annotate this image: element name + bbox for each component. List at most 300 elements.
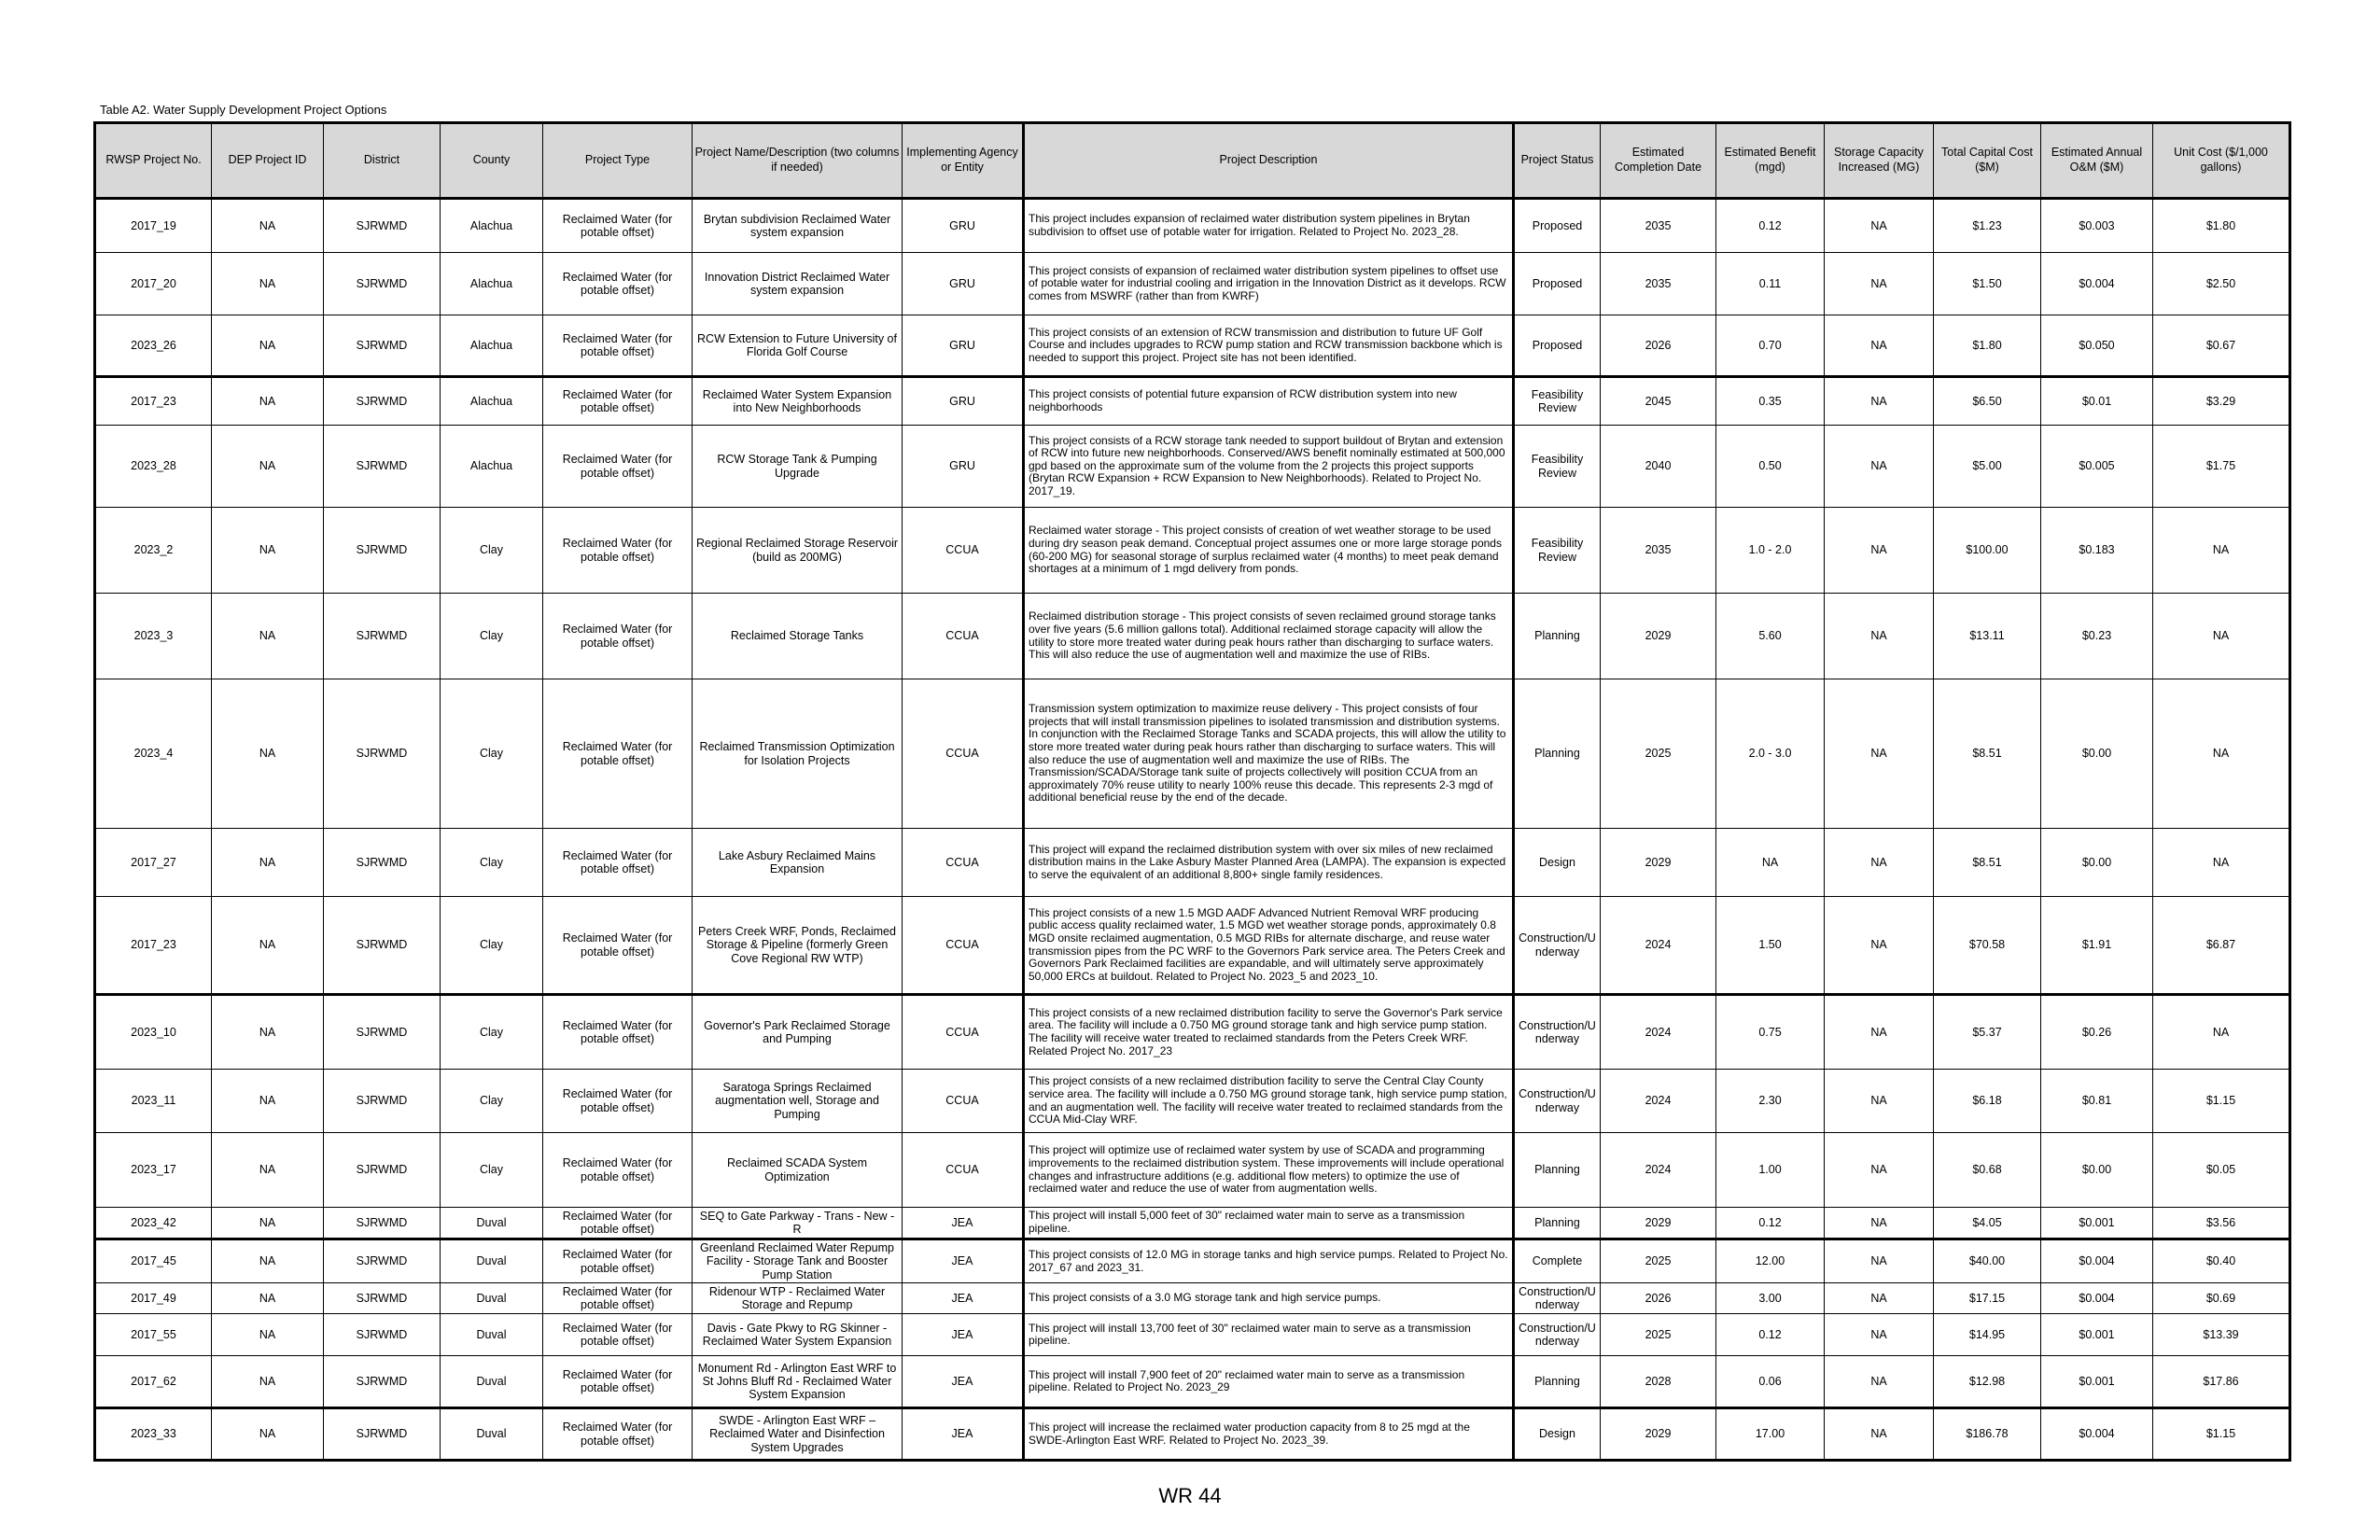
cell-rwsp-project-no: 2023_4 [95,679,212,829]
cell-project-type: Reclaimed Water (for potable offset) [543,679,693,829]
cell-county: Alachua [441,253,543,315]
column-header-district: District [324,123,441,199]
cell-rwsp-project-no: 2017_20 [95,253,212,315]
cell-project-description: This project consists of 12.0 MG in storage tanks and high service pumps. Related to Project No. 2017_67 and 2023_31. [1024,1239,1514,1283]
cell-project-status: Proposed [1514,315,1601,377]
cell-dep-project-id: NA [212,315,324,377]
cell-implementing-agency: CCUA [903,594,1024,679]
cell-project-name: Greenland Reclaimed Water Repump Facility - Storage Tank and Booster Pump Station [693,1239,903,1283]
cell-district: SJRWMD [324,1408,441,1461]
cell-implementing-agency: CCUA [903,897,1024,995]
cell-project-name: Regional Reclaimed Storage Reservoir (build as 200MG) [693,508,903,594]
cell-project-type: Reclaimed Water (for potable offset) [543,1314,693,1356]
cell-total-capital-cost: $100.00 [1934,508,2041,594]
cell-rwsp-project-no: 2023_10 [95,995,212,1070]
cell-implementing-agency: JEA [903,1408,1024,1461]
cell-dep-project-id: NA [212,426,324,508]
cell-total-capital-cost: $186.78 [1934,1408,2041,1461]
cell-county: Clay [441,897,543,995]
cell-implementing-agency: JEA [903,1356,1024,1408]
table-row [95,253,2290,315]
cell-estimated-completion-date: 2029 [1601,1408,1716,1461]
cell-estimated-annual-om: $0.00 [2041,679,2153,829]
cell-project-name: Reclaimed Storage Tanks [693,594,903,679]
cell-storage-capacity: NA [1825,594,1934,679]
cell-total-capital-cost: $4.05 [1934,1208,2041,1239]
cell-estimated-completion-date: 2024 [1601,1133,1716,1208]
table-row [95,679,2290,829]
cell-project-description: This project will expand the reclaimed distribution system with over six miles of new reclaimed distribution mains in the Lake Asbury Master Planned Area (LAMPA). The expansion is expected to serve the equivalent of an additional 8,800+ single family residences. [1024,829,1514,897]
table-row [95,1314,2290,1356]
cell-county: Clay [441,995,543,1070]
projects-table [93,121,2291,1462]
cell-estimated-annual-om: $0.004 [2041,1239,2153,1283]
cell-county: Clay [441,829,543,897]
cell-project-type: Reclaimed Water (for potable offset) [543,253,693,315]
cell-rwsp-project-no: 2017_23 [95,377,212,426]
table-row [95,829,2290,897]
cell-project-description: Reclaimed distribution storage - This project consists of seven reclaimed ground storage tanks over five years (5.6 million gallons total). Additional reclaimed storage capacity will allow the utility to store more treated water during peak hours rather than discharging to surface waters. This will also reduce the use of augmentation well and maximize the use of RIBs. [1024,594,1514,679]
cell-estimated-benefit: 0.11 [1716,253,1825,315]
cell-project-status: Feasibility Review [1514,426,1601,508]
cell-project-description: This project consists of potential future expansion of RCW distribution system into new neighborhoods [1024,377,1514,426]
cell-unit-cost: $0.05 [2153,1133,2290,1208]
cell-district: SJRWMD [324,679,441,829]
cell-district: SJRWMD [324,199,441,253]
cell-project-type: Reclaimed Water (for potable offset) [543,377,693,426]
cell-project-status: Construction/Underway [1514,1283,1601,1314]
cell-estimated-benefit: 0.50 [1716,426,1825,508]
cell-project-name: SWDE - Arlington East WRF – Reclaimed Water and Disinfection System Upgrades [693,1408,903,1461]
cell-project-type: Reclaimed Water (for potable offset) [543,1408,693,1461]
cell-project-name: RCW Storage Tank & Pumping Upgrade [693,426,903,508]
cell-project-description: This project consists of a 3.0 MG storage tank and high service pumps. [1024,1283,1514,1314]
cell-unit-cost: NA [2153,995,2290,1070]
cell-unit-cost: NA [2153,829,2290,897]
cell-storage-capacity: NA [1825,508,1934,594]
table-row [95,897,2290,995]
cell-district: SJRWMD [324,1070,441,1133]
cell-estimated-completion-date: 2024 [1601,995,1716,1070]
cell-district: SJRWMD [324,1283,441,1314]
cell-estimated-annual-om: $0.001 [2041,1356,2153,1408]
cell-dep-project-id: NA [212,829,324,897]
column-header-estimated-completion-date: Estimated Completion Date [1601,123,1716,199]
cell-project-status: Construction/Underway [1514,995,1601,1070]
cell-total-capital-cost: $12.98 [1934,1356,2041,1408]
table-row [95,1408,2290,1461]
cell-estimated-annual-om: $0.004 [2041,253,2153,315]
cell-estimated-annual-om: $0.183 [2041,508,2153,594]
cell-storage-capacity: NA [1825,1408,1934,1461]
cell-rwsp-project-no: 2023_17 [95,1133,212,1208]
cell-storage-capacity: NA [1825,1314,1934,1356]
table-body [95,199,2290,1461]
cell-district: SJRWMD [324,1356,441,1408]
cell-dep-project-id: NA [212,1239,324,1283]
cell-county: Alachua [441,377,543,426]
cell-total-capital-cost: $8.51 [1934,829,2041,897]
cell-county: Clay [441,508,543,594]
cell-estimated-benefit: 17.00 [1716,1408,1825,1461]
cell-project-description: This project will install 5,000 feet of 30" reclaimed water main to serve as a transmission pipeline. [1024,1208,1514,1239]
cell-implementing-agency: CCUA [903,679,1024,829]
cell-total-capital-cost: $1.50 [1934,253,2041,315]
cell-implementing-agency: CCUA [903,995,1024,1070]
cell-project-name: Governor's Park Reclaimed Storage and Pumping [693,995,903,1070]
column-header-storage-capacity: Storage Capacity Increased (MG) [1825,123,1934,199]
cell-estimated-completion-date: 2028 [1601,1356,1716,1408]
cell-district: SJRWMD [324,315,441,377]
table-row [95,995,2290,1070]
column-header-unit-cost: Unit Cost ($/1,000 gallons) [2153,123,2290,199]
cell-district: SJRWMD [324,1208,441,1239]
cell-project-description: This project consists of a new reclaimed distribution facility to serve the Central Clay County service area. The facility will include a 0.750 MG ground storage tank, high service pump station, and an augmentation well. The facility will receive water treated to reclaimed standards from the CCUA Mid-Clay WRF. [1024,1070,1514,1133]
table-header [95,123,2290,199]
cell-estimated-benefit: 0.75 [1716,995,1825,1070]
cell-project-description: This project will install 7,900 feet of 20" reclaimed water main to serve as a transmission pipeline. Related to Project No. 2023_29 [1024,1356,1514,1408]
cell-estimated-benefit: 2.30 [1716,1070,1825,1133]
cell-district: SJRWMD [324,426,441,508]
cell-implementing-agency: GRU [903,315,1024,377]
cell-county: Alachua [441,315,543,377]
cell-project-type: Reclaimed Water (for potable offset) [543,199,693,253]
cell-rwsp-project-no: 2023_3 [95,594,212,679]
table-title: Table A2. Water Supply Development Project Options [100,103,387,117]
cell-rwsp-project-no: 2023_11 [95,1070,212,1133]
cell-rwsp-project-no: 2017_27 [95,829,212,897]
cell-estimated-completion-date: 2024 [1601,1070,1716,1133]
cell-unit-cost: $0.69 [2153,1283,2290,1314]
cell-unit-cost: $0.40 [2153,1239,2290,1283]
cell-rwsp-project-no: 2023_33 [95,1408,212,1461]
table-row [95,1208,2290,1239]
cell-estimated-annual-om: $0.00 [2041,829,2153,897]
cell-project-status: Construction/Underway [1514,897,1601,995]
cell-project-status: Planning [1514,1356,1601,1408]
cell-district: SJRWMD [324,508,441,594]
cell-unit-cost: $17.86 [2153,1356,2290,1408]
cell-project-description: This project will optimize use of reclaimed water system by use of SCADA and programming improvements to the reclaimed distribution system. These improvements will include operational changes and infrastructure additions (e.g. additional flow meters) to optimize the use of reclaimed water and reduce the use of water from augmentation wells. [1024,1133,1514,1208]
cell-county: Duval [441,1356,543,1408]
cell-rwsp-project-no: 2023_42 [95,1208,212,1239]
cell-implementing-agency: CCUA [903,508,1024,594]
cell-estimated-benefit: 0.12 [1716,1314,1825,1356]
cell-dep-project-id: NA [212,1356,324,1408]
cell-estimated-completion-date: 2025 [1601,679,1716,829]
cell-implementing-agency: JEA [903,1239,1024,1283]
cell-project-name: Reclaimed SCADA System Optimization [693,1133,903,1208]
cell-total-capital-cost: $13.11 [1934,594,2041,679]
cell-storage-capacity: NA [1825,377,1934,426]
cell-estimated-annual-om: $0.001 [2041,1314,2153,1356]
cell-district: SJRWMD [324,377,441,426]
cell-dep-project-id: NA [212,1208,324,1239]
cell-county: Clay [441,594,543,679]
cell-unit-cost: $1.15 [2153,1408,2290,1461]
cell-implementing-agency: GRU [903,426,1024,508]
cell-implementing-agency: CCUA [903,1133,1024,1208]
cell-rwsp-project-no: 2017_62 [95,1356,212,1408]
cell-total-capital-cost: $8.51 [1934,679,2041,829]
cell-total-capital-cost: $1.80 [1934,315,2041,377]
cell-estimated-benefit: 1.0 - 2.0 [1716,508,1825,594]
cell-rwsp-project-no: 2023_2 [95,508,212,594]
cell-unit-cost: $3.29 [2153,377,2290,426]
cell-implementing-agency: CCUA [903,1070,1024,1133]
cell-dep-project-id: NA [212,995,324,1070]
cell-project-description: This project will install 13,700 feet of 30" reclaimed water main to serve as a transmission pipeline. [1024,1314,1514,1356]
cell-estimated-annual-om: $0.003 [2041,199,2153,253]
cell-storage-capacity: NA [1825,1239,1934,1283]
cell-project-description: Reclaimed water storage - This project consists of creation of wet weather storage to be used during dry season peak demand. Conceptual project assumes one or more large storage ponds (60-200 MG) for seasonal storage of surplus reclaimed water (4 months) to meet peak demand shortages at a minimum of 1 mgd delivery from ponds. [1024,508,1514,594]
cell-unit-cost: $13.39 [2153,1314,2290,1356]
cell-project-type: Reclaimed Water (for potable offset) [543,594,693,679]
cell-project-type: Reclaimed Water (for potable offset) [543,897,693,995]
cell-implementing-agency: GRU [903,377,1024,426]
cell-estimated-benefit: 12.00 [1716,1239,1825,1283]
cell-project-status: Planning [1514,1208,1601,1239]
cell-project-description: This project consists of a RCW storage tank needed to support buildout of Brytan and extension of RCW into future new neighborhoods. Conserved/AWS benefit nominally estimated at 500,000 gpd based on the approximate sum of the volume from the 2 projects this project supports (Brytan RCW Expansion + RCW Expansion to New Neighborhoods). Related to Project No. 2017_19. [1024,426,1514,508]
cell-project-status: Proposed [1514,253,1601,315]
cell-unit-cost: NA [2153,508,2290,594]
cell-county: Clay [441,679,543,829]
cell-dep-project-id: NA [212,1283,324,1314]
table-row [95,426,2290,508]
cell-project-type: Reclaimed Water (for potable offset) [543,1356,693,1408]
cell-estimated-annual-om: $0.26 [2041,995,2153,1070]
cell-estimated-benefit: 0.12 [1716,1208,1825,1239]
cell-county: Duval [441,1314,543,1356]
cell-rwsp-project-no: 2017_55 [95,1314,212,1356]
cell-project-name: Ridenour WTP - Reclaimed Water Storage and Repump [693,1283,903,1314]
column-header-estimated-benefit: Estimated Benefit (mgd) [1716,123,1825,199]
cell-district: SJRWMD [324,253,441,315]
cell-project-description: This project consists of an extension of RCW transmission and distribution to future UF Golf Course and includes upgrades to RCW pump station and RCW transmission backbone which is needed to support this project. Project site has not been identified. [1024,315,1514,377]
cell-estimated-completion-date: 2024 [1601,897,1716,995]
cell-project-type: Reclaimed Water (for potable offset) [543,1133,693,1208]
cell-total-capital-cost: $1.23 [1934,199,2041,253]
cell-estimated-benefit: NA [1716,829,1825,897]
cell-implementing-agency: GRU [903,199,1024,253]
cell-total-capital-cost: $0.68 [1934,1133,2041,1208]
cell-district: SJRWMD [324,995,441,1070]
column-header-rwsp-project-no: RWSP Project No. [95,123,212,199]
cell-project-description: This project includes expansion of reclaimed water distribution system pipelines in Brytan subdivision to offset use of potable water for irrigation. Related to Project No. 2023_28. [1024,199,1514,253]
cell-estimated-annual-om: $0.004 [2041,1283,2153,1314]
cell-estimated-annual-om: $0.004 [2041,1408,2153,1461]
table-row [95,508,2290,594]
cell-estimated-benefit: 1.50 [1716,897,1825,995]
cell-storage-capacity: NA [1825,199,1934,253]
cell-storage-capacity: NA [1825,1208,1934,1239]
table-row [95,1133,2290,1208]
cell-project-name: Lake Asbury Reclaimed Mains Expansion [693,829,903,897]
table-row [95,199,2290,253]
cell-project-type: Reclaimed Water (for potable offset) [543,829,693,897]
cell-rwsp-project-no: 2023_26 [95,315,212,377]
column-header-total-capital-cost: Total Capital Cost ($M) [1934,123,2041,199]
cell-county: Alachua [441,199,543,253]
column-header-estimated-annual-om: Estimated Annual O&M ($M) [2041,123,2153,199]
cell-district: SJRWMD [324,1314,441,1356]
cell-unit-cost: NA [2153,594,2290,679]
cell-total-capital-cost: $70.58 [1934,897,2041,995]
cell-dep-project-id: NA [212,1314,324,1356]
cell-storage-capacity: NA [1825,995,1934,1070]
cell-project-name: RCW Extension to Future University of Florida Golf Course [693,315,903,377]
column-header-project-type: Project Type [543,123,693,199]
cell-estimated-completion-date: 2040 [1601,426,1716,508]
cell-dep-project-id: NA [212,253,324,315]
cell-estimated-completion-date: 2026 [1601,315,1716,377]
cell-project-status: Design [1514,1408,1601,1461]
cell-rwsp-project-no: 2017_19 [95,199,212,253]
header-row [95,123,2290,199]
cell-unit-cost: $1.75 [2153,426,2290,508]
cell-project-status: Complete [1514,1239,1601,1283]
cell-county: Alachua [441,426,543,508]
cell-storage-capacity: NA [1825,829,1934,897]
cell-dep-project-id: NA [212,679,324,829]
cell-dep-project-id: NA [212,508,324,594]
cell-project-description: This project consists of a new reclaimed distribution facility to serve the Governor's Park service area. The facility will include a 0.750 MG ground storage tank and high service pump station. The facility will receive water treated to reclaimed standards from the Peters Creek WRF. Related Project No. 2017_23 [1024,995,1514,1070]
cell-storage-capacity: NA [1825,426,1934,508]
cell-unit-cost: $1.80 [2153,199,2290,253]
cell-implementing-agency: JEA [903,1208,1024,1239]
cell-estimated-benefit: 0.12 [1716,199,1825,253]
column-header-dep-project-id: DEP Project ID [212,123,324,199]
cell-total-capital-cost: $6.50 [1934,377,2041,426]
cell-project-status: Proposed [1514,199,1601,253]
cell-estimated-benefit: 1.00 [1716,1133,1825,1208]
cell-unit-cost: $0.67 [2153,315,2290,377]
cell-unit-cost: $3.56 [2153,1208,2290,1239]
column-header-project-name: Project Name/Description (two columns if needed) [693,123,903,199]
cell-estimated-annual-om: $0.23 [2041,594,2153,679]
table-row [95,1070,2290,1133]
cell-estimated-completion-date: 2025 [1601,1239,1716,1283]
cell-dep-project-id: NA [212,377,324,426]
table-row [95,1239,2290,1283]
cell-project-status: Construction/Underway [1514,1314,1601,1356]
cell-rwsp-project-no: 2023_28 [95,426,212,508]
cell-dep-project-id: NA [212,1070,324,1133]
cell-estimated-benefit: 3.00 [1716,1283,1825,1314]
cell-project-type: Reclaimed Water (for potable offset) [543,1208,693,1239]
cell-unit-cost: $6.87 [2153,897,2290,995]
cell-estimated-completion-date: 2029 [1601,594,1716,679]
table-row [95,377,2290,426]
cell-total-capital-cost: $40.00 [1934,1239,2041,1283]
cell-estimated-benefit: 0.06 [1716,1356,1825,1408]
page-number: WR 44 [1158,1484,1222,1507]
cell-project-description: This project consists of a new 1.5 MGD AADF Advanced Nutrient Removal WRF producing public access quality reclaimed water, 1.5 MGD wet weather storage ponds, approximately 0.8 MGD onsite reclaimed augmentation, 0.5 MGD RIBs for alternate discharge, and reuse water transmission pipes from the PC WRF to the Governors Park service area. The Peters Creek and Governors Park Reclaimed facilities are expandable, and will ultimately serve approximately 50,000 ERCs at buildout. Related to Project No. 2023_5 and 2023_10. [1024,897,1514,995]
cell-county: Duval [441,1408,543,1461]
cell-storage-capacity: NA [1825,897,1934,995]
cell-project-type: Reclaimed Water (for potable offset) [543,1239,693,1283]
cell-storage-capacity: NA [1825,253,1934,315]
cell-project-type: Reclaimed Water (for potable offset) [543,1283,693,1314]
cell-estimated-completion-date: 2045 [1601,377,1716,426]
cell-estimated-completion-date: 2035 [1601,508,1716,594]
cell-district: SJRWMD [324,594,441,679]
cell-rwsp-project-no: 2017_23 [95,897,212,995]
cell-estimated-annual-om: $0.81 [2041,1070,2153,1133]
cell-implementing-agency: JEA [903,1283,1024,1314]
cell-project-type: Reclaimed Water (for potable offset) [543,995,693,1070]
cell-storage-capacity: NA [1825,315,1934,377]
cell-project-description: This project will increase the reclaimed water production capacity from 8 to 25 mgd at the SWDE-Arlington East WRF. Related to Project No. 2023_39. [1024,1408,1514,1461]
table-row [95,1356,2290,1408]
cell-project-name: SEQ to Gate Parkway - Trans - New - R [693,1208,903,1239]
cell-storage-capacity: NA [1825,1070,1934,1133]
cell-estimated-benefit: 5.60 [1716,594,1825,679]
cell-storage-capacity: NA [1825,679,1934,829]
cell-district: SJRWMD [324,897,441,995]
cell-district: SJRWMD [324,1239,441,1283]
cell-total-capital-cost: $17.15 [1934,1283,2041,1314]
cell-district: SJRWMD [324,1133,441,1208]
cell-rwsp-project-no: 2017_45 [95,1239,212,1283]
cell-project-description: Transmission system optimization to maximize reuse delivery - This project consists of four projects that will install transmission pipelines to isolated transmission and distribution systems. In conjunction with the Reclaimed Storage Tanks and SCADA projects, this will allow the utility to store more treated water during peak hours rather than discharging to surface waters. This will also reduce the use of augmentation well and maximize the use of RIBs. The Transmission/SCADA/Storage tank suite of projects collectively will position CCUA from an approximately 70% reuse utility to nearly 100% reuse this decade. This represents 2-3 mgd of additional beneficial reuse by the end of the decade. [1024,679,1514,829]
cell-project-name: Brytan subdivision Reclaimed Water system expansion [693,199,903,253]
cell-implementing-agency: CCUA [903,829,1024,897]
cell-project-type: Reclaimed Water (for potable offset) [543,426,693,508]
cell-dep-project-id: NA [212,897,324,995]
table-row [95,1283,2290,1314]
cell-project-type: Reclaimed Water (for potable offset) [543,1070,693,1133]
cell-unit-cost: NA [2153,679,2290,829]
cell-project-name: Reclaimed Transmission Optimization for Isolation Projects [693,679,903,829]
cell-storage-capacity: NA [1825,1356,1934,1408]
cell-dep-project-id: NA [212,1133,324,1208]
cell-estimated-completion-date: 2029 [1601,1208,1716,1239]
cell-total-capital-cost: $5.37 [1934,995,2041,1070]
cell-county: Clay [441,1133,543,1208]
cell-county: Clay [441,1070,543,1133]
cell-project-status: Planning [1514,679,1601,829]
cell-project-status: Feasibility Review [1514,508,1601,594]
cell-project-status: Design [1514,829,1601,897]
column-header-county: County [441,123,543,199]
cell-estimated-benefit: 0.70 [1716,315,1825,377]
cell-implementing-agency: JEA [903,1314,1024,1356]
cell-county: Duval [441,1239,543,1283]
cell-project-name: Reclaimed Water System Expansion into New Neighborhoods [693,377,903,426]
cell-project-name: Innovation District Reclaimed Water system expansion [693,253,903,315]
cell-project-name: Saratoga Springs Reclaimed augmentation well, Storage and Pumping [693,1070,903,1133]
cell-project-type: Reclaimed Water (for potable offset) [543,315,693,377]
cell-total-capital-cost: $14.95 [1934,1314,2041,1356]
table-row [95,315,2290,377]
cell-estimated-completion-date: 2029 [1601,829,1716,897]
cell-project-description: This project consists of expansion of reclaimed water distribution system pipelines to offset use of potable water for industrial cooling and irrigation in the Innovation District as it develops. RCW comes from MSWRF (rather than from KWRF) [1024,253,1514,315]
cell-estimated-annual-om: $0.050 [2041,315,2153,377]
cell-project-name: Davis - Gate Pkwy to RG Skinner - Reclaimed Water System Expansion [693,1314,903,1356]
column-header-project-description: Project Description [1024,123,1514,199]
cell-implementing-agency: GRU [903,253,1024,315]
cell-project-status: Feasibility Review [1514,377,1601,426]
cell-estimated-completion-date: 2025 [1601,1314,1716,1356]
cell-district: SJRWMD [324,829,441,897]
cell-storage-capacity: NA [1825,1283,1934,1314]
column-header-implementing-agency: Implementing Agency or Entity [903,123,1024,199]
cell-storage-capacity: NA [1825,1133,1934,1208]
table-row [95,594,2290,679]
cell-estimated-annual-om: $0.01 [2041,377,2153,426]
cell-total-capital-cost: $6.18 [1934,1070,2041,1133]
